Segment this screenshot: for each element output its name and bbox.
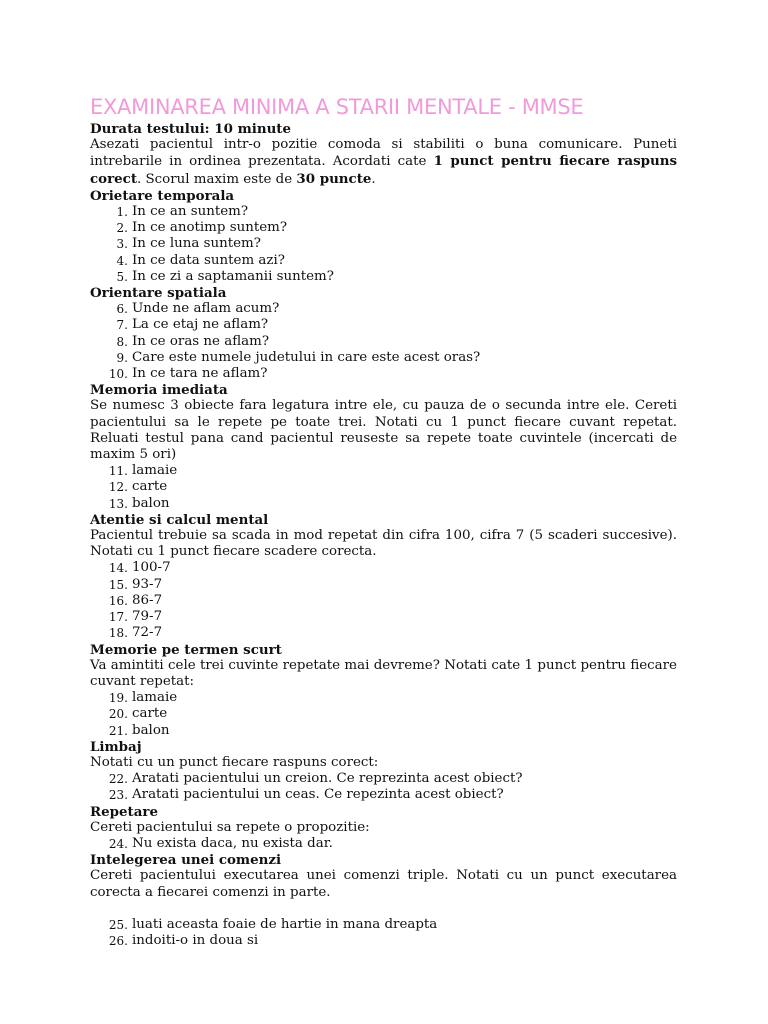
list-item: 20. carte: [108, 706, 168, 722]
question-list: [90, 301, 677, 382]
list-item: 8. In ce oras ne aflam?: [116, 333, 270, 349]
list-item: 12. carte: [108, 479, 168, 495]
list-item: 25. luati aceasta foaie de hartie in mana dreapta: [108, 916, 438, 932]
section-text: Notati cu un punct fiecare raspuns corect:: [90, 754, 379, 770]
document-title: EXAMINAREA MINIMA A STARII MENTALE - MMSE: [90, 95, 584, 119]
question-list: [90, 690, 677, 739]
list-item: 5. In ce zi a saptamanii suntem?: [116, 268, 334, 284]
question-list: [90, 560, 677, 641]
section-heading: Orientare spatiala: [90, 285, 227, 302]
list-item: 16. 86-7: [108, 592, 163, 608]
list-item: 26. indoiti-o in doua si: [108, 932, 259, 948]
section-text: Cereti pacientului sa repete o propozitie:: [90, 819, 370, 835]
section-heading: Memoria imediata: [90, 382, 228, 399]
section-orientare-spatiala: [90, 285, 677, 382]
section-text: Pacientul trebuie sa scada in mod repetat din cifra 100, cifra 7 (5 scaderi succesive). Notati cu 1 punct fiecare scadere corecta.: [90, 528, 677, 560]
list-item: 3. In ce luna suntem?: [116, 236, 261, 252]
list-item: 10. In ce tara ne aflam?: [108, 366, 268, 382]
question-list: [90, 204, 677, 285]
section-heading: Limbaj: [90, 738, 142, 755]
question-list: [90, 917, 677, 949]
section-text: Cereti pacientului executarea unei comenzi triple. Notati cu un punct executarea corecta a fiecarei comenzi in parte.: [90, 868, 677, 900]
section-memorie-termen-scurt: [90, 642, 677, 739]
list-item: 15. 93-7: [108, 576, 163, 592]
section-text: Se numesc 3 obiecte fara legatura intre ele, cu pauza de o secunda intre ele. Cereti pacientului sa le repete pe toate trei. Notati cu 1 punct fiecare cuvant repetat. Reluati testul pana cand pacientul reuseste sa repete toate cuvintele (incercati de maxim 5 ori): [90, 398, 677, 463]
blank-line: [90, 901, 677, 917]
list-item: 7. La ce etaj ne aflam?: [116, 317, 269, 333]
list-item: 14. 100-7: [108, 560, 171, 576]
list-item: 24. Nu exista daca, nu exista dar.: [108, 835, 333, 851]
list-item: 18. 72-7: [108, 625, 163, 641]
intro-paragraph: Asezati pacientul intr-o pozitie comoda si stabiliti o buna comunicare. Puneti intrebarile in ordinea prezentata. Acordati cate 1 punct pentru fiecare raspuns corect. Scorul maxim este de 30 puncte.: [90, 137, 678, 187]
section-repetare: [90, 804, 677, 853]
list-item: 22. Aratati pacientului un creion. Ce reprezinta acest obiect?: [108, 771, 523, 787]
duration-heading: Durata testului: 10 minute: [90, 121, 292, 137]
question-list: [90, 836, 677, 852]
section-text: Va amintiti cele trei cuvinte repetate mai devreme? Notati cate 1 punct pentru fiecare cuvant repetat:: [90, 657, 677, 689]
list-item: 13. balon: [108, 495, 170, 511]
section-intelegerea-comenzi: [90, 852, 677, 949]
section-heading: Repetare: [90, 803, 158, 820]
document-page: [90, 93, 677, 949]
list-item: 21. balon: [108, 722, 170, 738]
question-list: [90, 463, 677, 512]
list-item: 6. Unde ne aflam acum?: [116, 301, 280, 317]
list-item: 1. In ce an suntem?: [116, 204, 249, 220]
list-item: 9. Care este numele judetului in care este acest oras?: [116, 349, 481, 365]
list-item: 2. In ce anotimp suntem?: [116, 220, 288, 236]
list-item: 23. Aratati pacientului un ceas. Ce repezinta acest obiect?: [108, 787, 504, 803]
section-orientare-temporala: [90, 188, 677, 285]
section-heading: Orietare temporala: [90, 187, 235, 204]
section-memoria-imediata: [90, 382, 677, 512]
list-item: 4. In ce data suntem azi?: [116, 252, 285, 268]
section-limbaj: [90, 739, 677, 804]
section-heading: Intelegerea unei comenzi: [90, 852, 282, 869]
question-list: [90, 771, 677, 803]
section-atentie-calcul: [90, 512, 677, 642]
list-item: 11. lamaie: [108, 463, 178, 479]
list-item: 19. lamaie: [108, 690, 178, 706]
list-item: 17. 79-7: [108, 609, 163, 625]
section-heading: Memorie pe termen scurt: [90, 641, 282, 658]
section-heading: Atentie si calcul mental: [90, 511, 269, 528]
